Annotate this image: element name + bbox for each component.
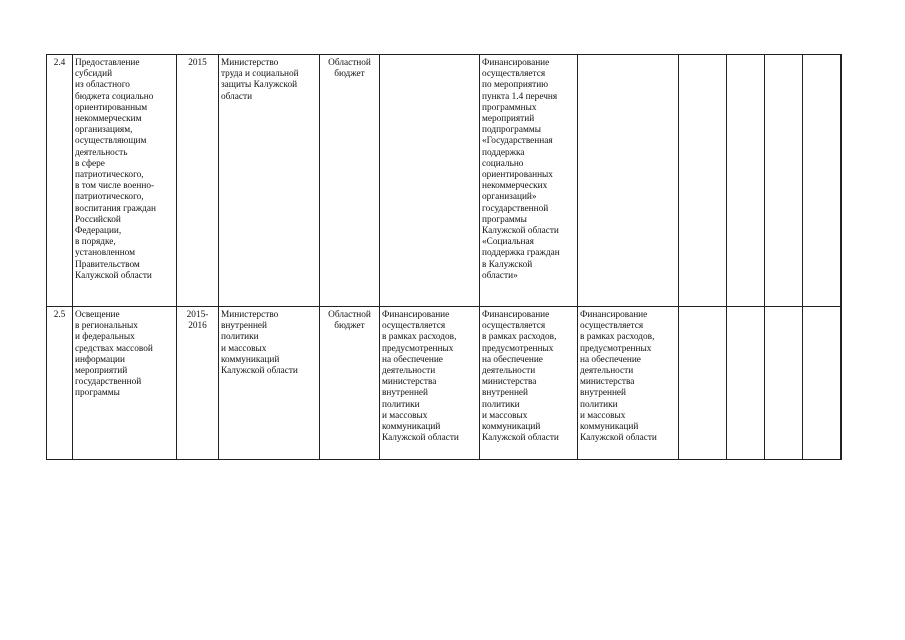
program-measures-table <box>46 54 842 460</box>
funding-note-col-1 <box>380 55 480 307</box>
funding-note-col-3 <box>578 55 679 307</box>
empty-cell <box>727 307 765 460</box>
empty-cell <box>765 55 803 307</box>
funding-note-col-2: Финансирование осуществляется по мероприятию пункта 1.4 перечня программных мероприятий подпрограммы «Государственная поддержка социально ориентированных некоммерческих организаций» государственной программы Калужской области «Социальная поддержка граждан в Калужской области» <box>480 55 578 307</box>
row-number: 2.4 <box>47 55 73 307</box>
funding-note-col-1: Финансирование осуществляется в рамках расходов, предусмотренных на обеспечение деятельности министерства внутренней политики и массовых коммуникаций Калужской области <box>380 307 480 460</box>
table-row <box>47 55 842 307</box>
funding-source: Областной бюджет <box>320 55 380 307</box>
row-number: 2.5 <box>47 307 73 460</box>
table-row <box>47 307 842 460</box>
implementation-years: 2015 <box>177 55 219 307</box>
empty-cell <box>841 55 842 307</box>
empty-cell <box>727 55 765 307</box>
measure-title: Предоставление субсидий из областного бюджета социально ориентированным некоммерческим организациям, осуществляющим деятельность в сфере патриотического, в том числе военно- патриотического, воспитания граждан Российской Федерации, в порядке, установленном Правительством Калужской области <box>73 55 177 307</box>
empty-cell <box>765 307 803 460</box>
implementation-years: 2015- 2016 <box>177 307 219 460</box>
empty-cell <box>841 307 842 460</box>
empty-cell <box>679 55 727 307</box>
funding-note-col-2: Финансирование осуществляется в рамках расходов, предусмотренных на обеспечение деятельности министерства внутренней политики и массовых коммуникаций Калужской области <box>480 307 578 460</box>
funding-source: Областной бюджет <box>320 307 380 460</box>
responsible-executor: Министерство внутренней политики и массовых коммуникаций Калужской области <box>219 307 320 460</box>
empty-cell <box>803 307 841 460</box>
empty-cell <box>679 307 727 460</box>
empty-cell <box>803 55 841 307</box>
responsible-executor: Министерство труда и социальной защиты Калужской области <box>219 55 320 307</box>
measure-title: Освещение в региональных и федеральных средствах массовой информации мероприятий государственной программы <box>73 307 177 460</box>
funding-note-col-3: Финансирование осуществляется в рамках расходов, предусмотренных на обеспечение деятельности министерства внутренней политики и массовых коммуникаций Калужской области <box>578 307 679 460</box>
